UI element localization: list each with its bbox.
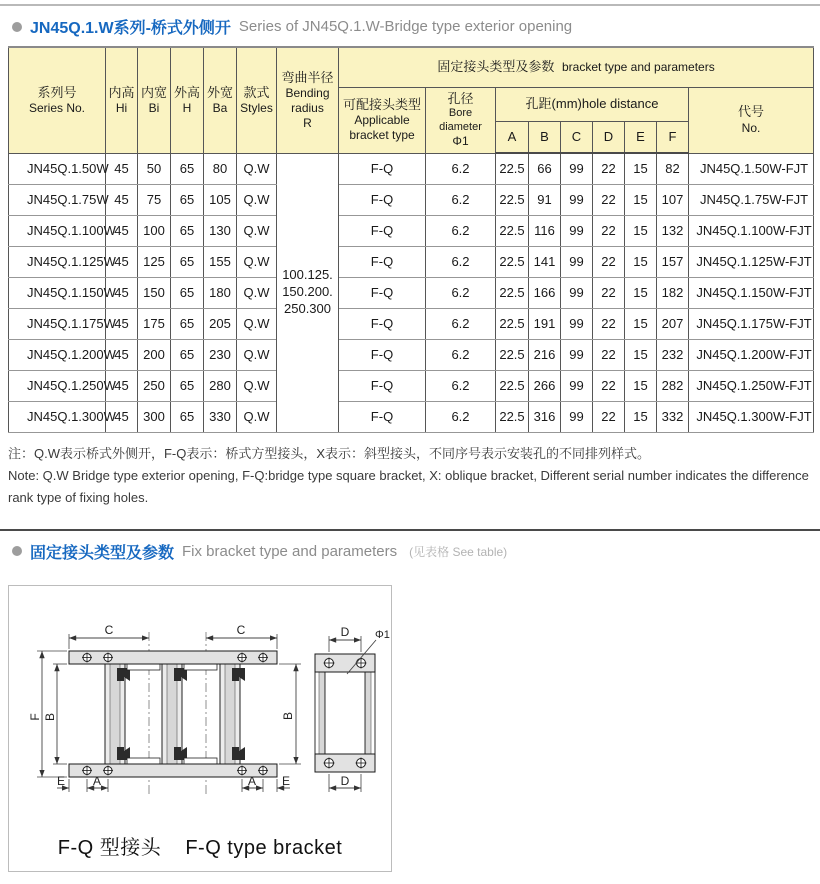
cell-c: 99	[561, 339, 593, 370]
cell-series: JN45Q.1.150W	[9, 277, 106, 308]
cell-e: 15	[625, 370, 657, 401]
cell-d: 22	[593, 370, 625, 401]
cell-b: 216	[529, 339, 561, 370]
cell-a: 22.5	[496, 153, 529, 184]
cell-ba: 130	[204, 215, 237, 246]
cell-h: 65	[171, 339, 204, 370]
col-header-b: B	[529, 121, 561, 153]
dim-label-e-left: E	[56, 773, 66, 788]
cell-ba: 105	[204, 184, 237, 215]
cell-bore: 6.2	[426, 277, 496, 308]
cell-c: 99	[561, 277, 593, 308]
cell-c: 99	[561, 401, 593, 432]
col-header-ba: 外宽 Ba	[204, 47, 237, 153]
dim-label-c-right: C	[236, 622, 246, 637]
cell-a: 22.5	[496, 339, 529, 370]
cell-ba: 180	[204, 277, 237, 308]
top-rail	[69, 651, 277, 664]
cell-style: Q.W	[237, 277, 277, 308]
cell-bracket: F-Q	[339, 308, 426, 339]
table-row	[9, 277, 814, 308]
note-en: Note: Q.W Bridge type exterior opening, F-Q:bridge type square bracket, X: oblique bracket, Different serial number indicates the difference rank type of fixing holes.	[8, 467, 809, 505]
cell-c: 99	[561, 215, 593, 246]
cell-e: 15	[625, 215, 657, 246]
cell-bore: 6.2	[426, 215, 496, 246]
table-row	[9, 339, 814, 370]
col-header-f: F	[657, 121, 689, 153]
cell-ba: 230	[204, 339, 237, 370]
col-header-series: 系列号 Series No.	[9, 47, 106, 153]
cell-h: 65	[171, 277, 204, 308]
cell-f: 132	[657, 215, 689, 246]
cell-c: 99	[561, 370, 593, 401]
group-header-bracket: 固定接头类型及参数 bracket type and parameters	[339, 47, 814, 87]
cell-hi: 45	[106, 184, 138, 215]
table-header	[9, 47, 814, 153]
note-cn: 注：Q.W表示桥式外侧开，F-Q表示：桥式方型接头，X表示：斜型接头，不同序号表示安装孔的不同排列样式。	[8, 445, 651, 461]
cell-hi: 45	[106, 339, 138, 370]
cell-bi: 200	[138, 339, 171, 370]
cell-f: 157	[657, 246, 689, 277]
section2-title-en: Fix bracket type and parameters	[182, 542, 398, 560]
cell-style: Q.W	[237, 370, 277, 401]
cell-series: JN45Q.1.175W	[9, 308, 106, 339]
col-header-bore: 孔径 Bore diameter Φ1	[426, 87, 496, 153]
cell-series: JN45Q.1.250W	[9, 370, 106, 401]
cell-hi: 45	[106, 401, 138, 432]
cell-b: 316	[529, 401, 561, 432]
cell-hi: 45	[106, 277, 138, 308]
cell-b: 266	[529, 370, 561, 401]
section1-title	[0, 6, 820, 46]
cell-d: 22	[593, 277, 625, 308]
cell-hi: 45	[106, 215, 138, 246]
cell-d: 22	[593, 215, 625, 246]
cell-b: 191	[529, 308, 561, 339]
cell-code: JN45Q.1.250W-FJT	[689, 370, 814, 401]
section1-title-en: Series of JN45Q.1.W-Bridge type exterior opening	[238, 18, 573, 35]
cell-a: 22.5	[496, 184, 529, 215]
cell-c: 99	[561, 308, 593, 339]
cell-style: Q.W	[237, 184, 277, 215]
cell-f: 282	[657, 370, 689, 401]
cell-e: 15	[625, 153, 657, 184]
dim-label-a-left: A	[92, 773, 102, 788]
cell-bracket: F-Q	[339, 215, 426, 246]
cell-f: 232	[657, 339, 689, 370]
section2-aside: (见表格 See table)	[409, 544, 508, 559]
cell-c: 99	[561, 184, 593, 215]
col-header-styles: 款式 Styles	[237, 47, 277, 153]
cell-code: JN45Q.1.125W-FJT	[689, 246, 814, 277]
col-header-d: D	[593, 121, 625, 153]
table-body	[9, 153, 814, 432]
dim-label-a-right: A	[247, 773, 257, 788]
cell-e: 15	[625, 308, 657, 339]
cell-e: 15	[625, 401, 657, 432]
cell-style: Q.W	[237, 246, 277, 277]
cell-hi: 45	[106, 370, 138, 401]
cell-code: JN45Q.1.100W-FJT	[689, 215, 814, 246]
section2-title-cn: 固定接头类型及参数	[30, 544, 175, 562]
cell-hi: 45	[106, 153, 138, 184]
cell-a: 22.5	[496, 308, 529, 339]
cell-ba: 330	[204, 401, 237, 432]
bracket-drawing-svg	[9, 596, 393, 796]
table-row	[9, 370, 814, 401]
cell-b: 116	[529, 215, 561, 246]
cell-ba: 155	[204, 246, 237, 277]
section1-title-cn: JN45Q.1.W系列-桥式外侧开	[30, 20, 231, 37]
cell-bore: 6.2	[426, 184, 496, 215]
cell-a: 22.5	[496, 401, 529, 432]
cell-bore: 6.2	[426, 401, 496, 432]
cell-c: 99	[561, 246, 593, 277]
cell-series: JN45Q.1.50W	[9, 153, 106, 184]
col-header-radius: 弯曲半径 Bending radius R	[277, 47, 339, 153]
cell-style: Q.W	[237, 401, 277, 432]
cell-h: 65	[171, 308, 204, 339]
drawing-caption-cn: F-Q 型接头	[57, 836, 162, 859]
cell-style: Q.W	[237, 339, 277, 370]
cell-series: JN45Q.1.125W	[9, 246, 106, 277]
cell-h: 65	[171, 184, 204, 215]
cell-ba: 205	[204, 308, 237, 339]
cell-style: Q.W	[237, 308, 277, 339]
table-row	[9, 246, 814, 277]
table-row	[9, 401, 814, 432]
cell-bracket: F-Q	[339, 184, 426, 215]
cell-hi: 45	[106, 246, 138, 277]
table-notes	[8, 443, 812, 509]
section2-title	[0, 531, 820, 571]
cell-style: Q.W	[237, 215, 277, 246]
cell-bi: 175	[138, 308, 171, 339]
cell-bending-radius: 100.125. 150.200. 250.300	[277, 153, 339, 432]
cell-bi: 100	[138, 215, 171, 246]
cell-b: 166	[529, 277, 561, 308]
cell-h: 65	[171, 370, 204, 401]
cell-code: JN45Q.1.75W-FJT	[689, 184, 814, 215]
drawing-caption	[9, 831, 391, 860]
cell-b: 91	[529, 184, 561, 215]
cell-f: 182	[657, 277, 689, 308]
cell-bore: 6.2	[426, 339, 496, 370]
table-row	[9, 308, 814, 339]
cell-e: 15	[625, 184, 657, 215]
cell-h: 65	[171, 401, 204, 432]
cell-f: 332	[657, 401, 689, 432]
cell-e: 15	[625, 339, 657, 370]
cell-code: JN45Q.1.300W-FJT	[689, 401, 814, 432]
cell-code: JN45Q.1.50W-FJT	[689, 153, 814, 184]
cell-bracket: F-Q	[339, 339, 426, 370]
cell-h: 65	[171, 215, 204, 246]
dim-label-b-left: B	[43, 712, 57, 721]
dim-label-c-left: C	[104, 622, 114, 637]
dim-label-d-bottom: D	[340, 773, 350, 788]
cell-bracket: F-Q	[339, 153, 426, 184]
cell-a: 22.5	[496, 370, 529, 401]
cell-bore: 6.2	[426, 370, 496, 401]
cell-bi: 250	[138, 370, 171, 401]
cell-ba: 80	[204, 153, 237, 184]
dim-label-d-top: D	[340, 624, 350, 639]
cell-h: 65	[171, 153, 204, 184]
dim-label-e-right: E	[281, 773, 291, 788]
table-row	[9, 215, 814, 246]
dim-label-f: F	[28, 713, 42, 721]
cell-bracket: F-Q	[339, 401, 426, 432]
table-row	[9, 184, 814, 215]
col-header-hole-distance: 孔距(mm)hole distance	[496, 87, 689, 121]
col-header-bracket-type: 可配接头类型 Applicable bracket type	[339, 87, 426, 153]
cell-f: 82	[657, 153, 689, 184]
col-header-bi: 内宽 Bi	[138, 47, 171, 153]
cell-bore: 6.2	[426, 153, 496, 184]
col-header-hi: 内高 Hi	[106, 47, 138, 153]
cell-hi: 45	[106, 308, 138, 339]
cell-code: JN45Q.1.175W-FJT	[689, 308, 814, 339]
cell-e: 15	[625, 277, 657, 308]
cell-d: 22	[593, 339, 625, 370]
cell-bracket: F-Q	[339, 277, 426, 308]
cell-c: 99	[561, 153, 593, 184]
col-header-a: A	[496, 121, 529, 153]
dim-label-phi1: Φ1	[375, 628, 390, 641]
cell-d: 22	[593, 184, 625, 215]
bullet-icon	[12, 546, 22, 556]
cell-bi: 75	[138, 184, 171, 215]
cell-d: 22	[593, 401, 625, 432]
cell-style: Q.W	[237, 153, 277, 184]
cell-ba: 280	[204, 370, 237, 401]
cell-d: 22	[593, 246, 625, 277]
table-row	[9, 153, 814, 184]
cell-bi: 125	[138, 246, 171, 277]
cell-f: 207	[657, 308, 689, 339]
col-header-h: 外高 H	[171, 47, 204, 153]
cell-series: JN45Q.1.100W	[9, 215, 106, 246]
cell-bi: 300	[138, 401, 171, 432]
col-header-e: E	[625, 121, 657, 153]
cell-code: JN45Q.1.150W-FJT	[689, 277, 814, 308]
cell-series: JN45Q.1.75W	[9, 184, 106, 215]
cell-bi: 50	[138, 153, 171, 184]
cell-d: 22	[593, 308, 625, 339]
bracket-drawing-box	[8, 585, 392, 872]
cell-bore: 6.2	[426, 246, 496, 277]
col-header-code: 代号 No.	[689, 87, 814, 153]
cell-b: 141	[529, 246, 561, 277]
cell-a: 22.5	[496, 277, 529, 308]
cell-a: 22.5	[496, 246, 529, 277]
cell-b: 66	[529, 153, 561, 184]
bullet-icon	[12, 22, 22, 32]
cell-bi: 150	[138, 277, 171, 308]
chain-links	[105, 664, 245, 764]
cell-a: 22.5	[496, 215, 529, 246]
cell-series: JN45Q.1.300W	[9, 401, 106, 432]
cell-h: 65	[171, 246, 204, 277]
cell-d: 22	[593, 153, 625, 184]
dim-label-b-right: B	[281, 711, 295, 720]
cell-e: 15	[625, 246, 657, 277]
cell-series: JN45Q.1.200W	[9, 339, 106, 370]
spec-table	[8, 46, 814, 433]
drawing-caption-en: F-Q type bracket	[185, 836, 343, 859]
cell-bracket: F-Q	[339, 370, 426, 401]
side-view	[315, 654, 375, 772]
cell-bracket: F-Q	[339, 246, 426, 277]
cell-bore: 6.2	[426, 308, 496, 339]
cell-f: 107	[657, 184, 689, 215]
cell-code: JN45Q.1.200W-FJT	[689, 339, 814, 370]
col-header-c: C	[561, 121, 593, 153]
